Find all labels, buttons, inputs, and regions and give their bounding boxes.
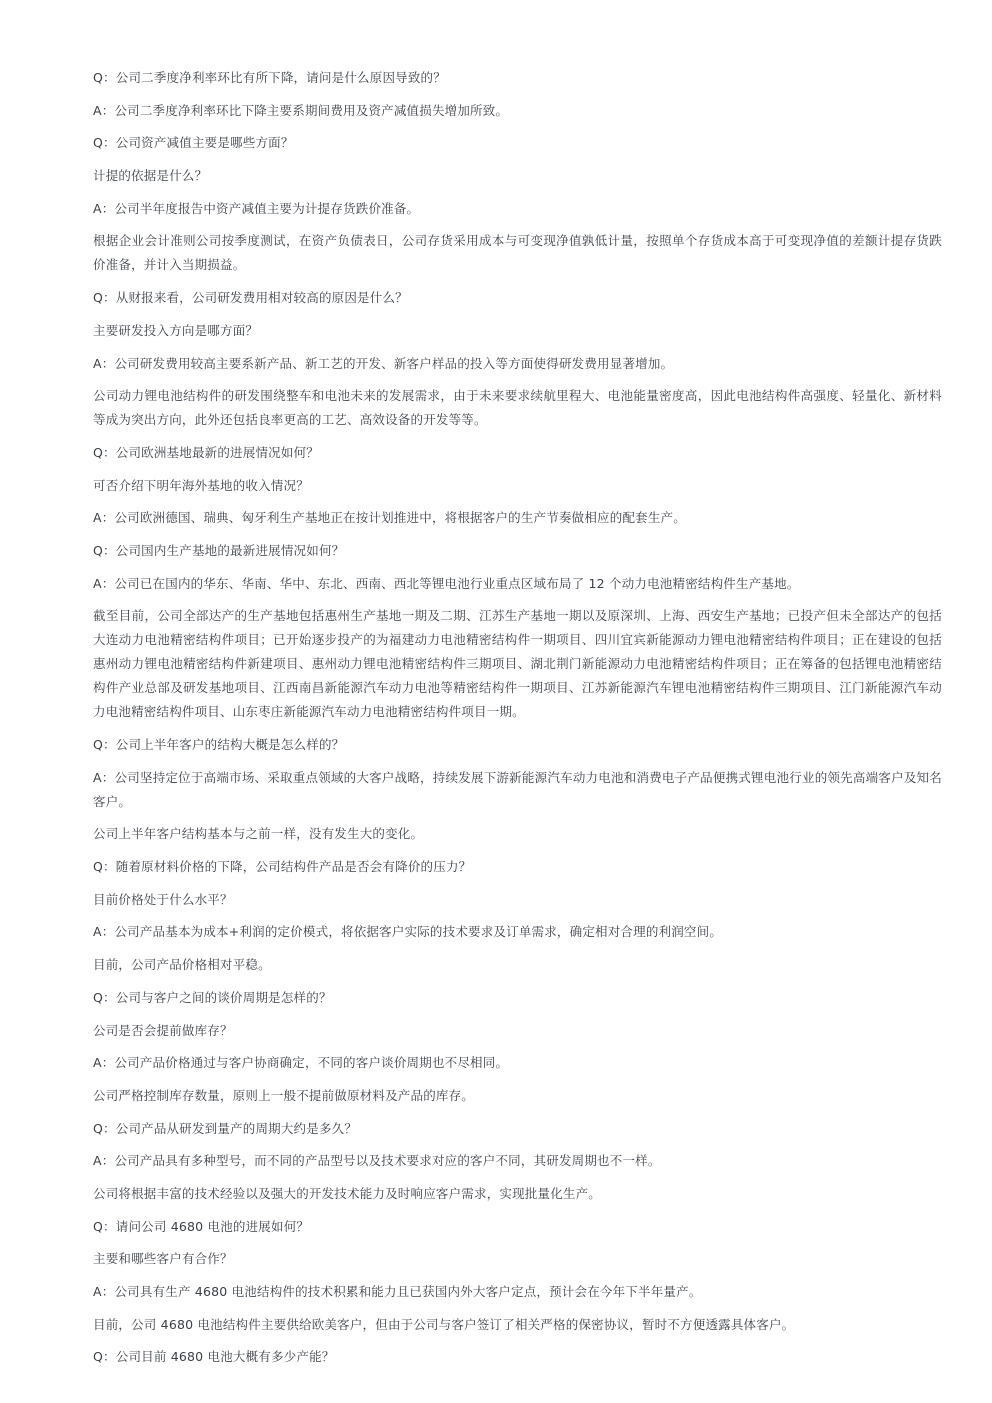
paragraph: A：公司已在国内的华东、华南、华中、东北、西南、西北等锂电池行业重点区域布局了 12 个动力电池精密结构件生产基地。 xyxy=(93,575,800,591)
paragraph: 公司是否会提前做库存？ xyxy=(93,1022,233,1038)
paragraph: 主要和哪些客户有合作？ xyxy=(93,1251,233,1267)
paragraph: 截至目前，公司全部达产的生产基地包括惠州生产基地一期及二期、江苏生产基地一期以及原深圳、上海、西安生产基地；已投产但未全部达产的包括大连动力电池精密结构件项目；已开始逐步投产的为福建动力电池精密结构件一期项目、四川宜宾新能源动力锂电池精密结构件项目；正在建设的包括惠州动力锂电池精密结构件新建项目、惠州动力锂电池精密结构件三期项目、湖北荆门新能源动力电池精密结构件项目；正在筹备的包括锂电池精密结构件产业总部及研发基地项目、江西南昌新能源汽车动力电池等精密结构件一期项目、江苏新能源汽车锂电池精密结构件三期项目、江门新能源汽车动力电池精密结构件项目、山东枣庄新能源汽车动力电池精密结构件项目一期。 xyxy=(93,608,942,720)
paragraph: Q：请问公司 4680 电池的进展如何？ xyxy=(93,1218,310,1234)
paragraph: 公司将根据丰富的技术经验以及强大的开发技术能力及时响应客户需求，实现批量化生产。 xyxy=(93,1185,602,1201)
paragraph: A：公司欧洲德国、瑞典、匈牙利生产基地正在按计划推进中，将根据客户的生产节奏做相应的配套生产。 xyxy=(93,510,686,526)
paragraph: Q：从财报来看，公司研发费用相对较高的原因是什么？ xyxy=(93,290,408,306)
paragraph: Q：公司资产减值主要是哪些方面？ xyxy=(93,135,294,151)
paragraph: 目前，公司产品价格相对平稳。 xyxy=(93,957,271,973)
paragraph: A：公司产品价格通过与客户协商确定，不同的客户谈价周期也不尽相同。 xyxy=(93,1055,509,1071)
paragraph: A：公司二季度净利率环比下降主要系期间费用及资产减值损失增加所致。 xyxy=(93,102,509,118)
paragraph: 根据企业会计准则公司按季度测试，在资产负债表日，公司存货采用成本与可变现净值孰低计量，按照单个存货成本高于可变现净值的差额计提存货跌价准备，并计入当期损益。 xyxy=(93,233,942,273)
paragraph: A：公司产品基本为成本+利润的定价模式，将依据客户实际的技术要求及订单需求，确定相对合理的利润空间。 xyxy=(93,924,723,940)
paragraph: 主要研发投入方向是哪方面？ xyxy=(93,322,259,338)
paragraph: A：公司半年度报告中资产减值主要为计提存货跌价准备。 xyxy=(93,200,420,216)
paragraph: 公司上半年客户结构基本与之前一样，没有发生大的变化。 xyxy=(93,826,424,842)
paragraph: 公司严格控制库存数量，原则上一般不提前做原材料及产品的库存。 xyxy=(93,1087,475,1103)
paragraph: 公司动力锂电池结构件的研发围绕整车和电池未来的发展需求，由于未来要求续航里程大、电池能量密度高，因此电池结构件高强度、轻量化、新材料等成为突出方向，此外还包括良率更高的工艺、高效设备的开发等等。 xyxy=(93,388,942,428)
paragraph: Q：公司国内生产基地的最新进展情况如何？ xyxy=(93,542,345,558)
paragraph: A：公司具有生产 4680 电池结构件的技术积累和能力且已获国内外大客户定点，预计会在今年下半年量产。 xyxy=(93,1284,702,1299)
paragraph: Q：公司与客户之间的谈价周期是怎样的？ xyxy=(93,989,332,1005)
paragraph: Q：随着原材料价格的下降，公司结构件产品是否会有降价的压力？ xyxy=(93,859,472,875)
paragraph: A：公司产品具有多种型号，而不同的产品型号以及技术要求对应的客户不同，其研发周期也不一样。 xyxy=(93,1153,661,1169)
paragraph: A：公司坚持定位于高端市场、采取重点领域的大客户战略，持续发展下游新能源汽车动力电池和消费电子产品便携式锂电池行业的领先高端客户及知名客户。 xyxy=(93,769,942,809)
paragraph: Q：公司上半年客户的结构大概是怎么样的？ xyxy=(93,737,345,752)
paragraph: Q：公司二季度净利率环比有所下降，请问是什么原因导致的？ xyxy=(93,70,446,85)
paragraph: 目前价格处于什么水平？ xyxy=(93,891,233,907)
paragraph: 可否介绍下明年海外基地的收入情况？ xyxy=(93,477,309,493)
paragraph: Q：公司欧洲基地最新的进展情况如何？ xyxy=(93,444,319,460)
paragraph: 目前，公司 4680 电池结构件主要供给欧美客户，但由于公司与客户签订了相关严格的保密协议，暂时不方便透露具体客户。 xyxy=(93,1316,795,1332)
paragraph: 计提的依据是什么？ xyxy=(93,168,208,184)
paragraph: Q：公司目前 4680 电池大概有多少产能？ xyxy=(93,1349,335,1365)
paragraph: Q：公司产品从研发到量产的周期大约是多久？ xyxy=(93,1120,358,1136)
paragraph: A：公司研发费用较高主要系新产品、新工艺的开发、新客户样品的投入等方面使得研发费用显著增加。 xyxy=(93,355,674,371)
